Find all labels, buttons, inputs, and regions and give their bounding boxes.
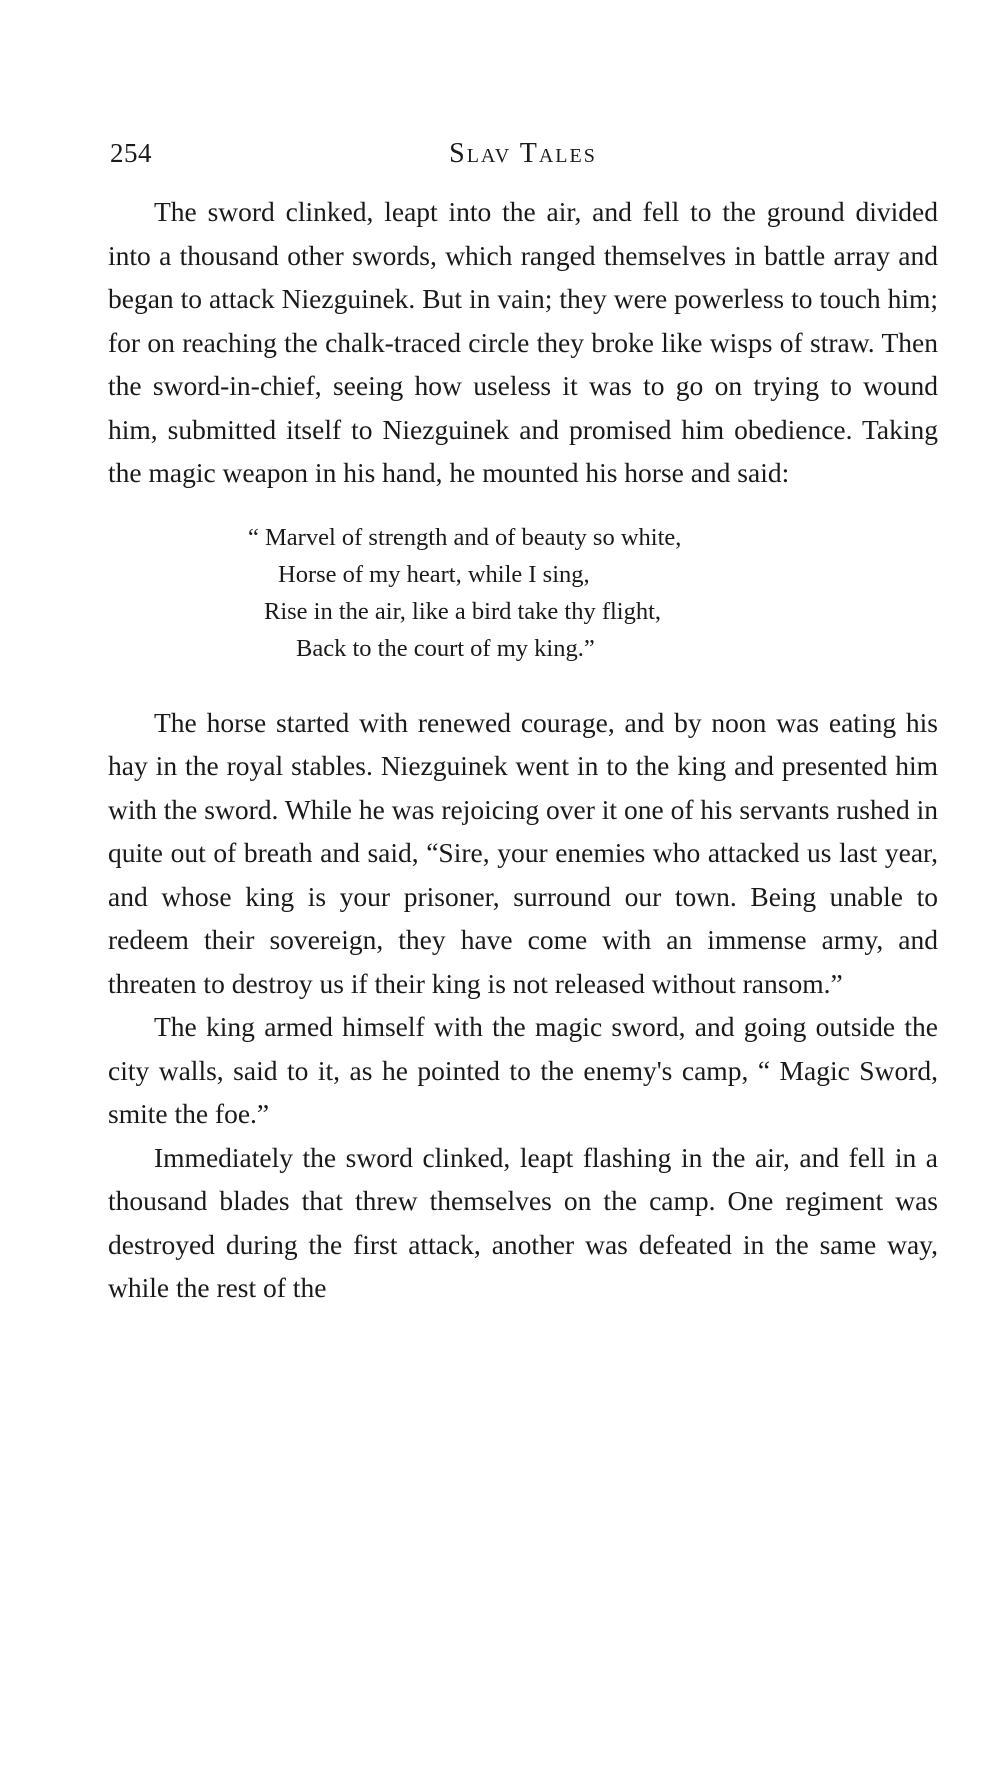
page-number: 254 xyxy=(110,138,152,168)
paragraph-2: The horse started with renewed courage, and by noon was eating his hay in the royal stables. Niezguinek went in to the king and presented him with the sword. While he was rejoicing over it one of his servants rushed in quite out of breath and said, “Sire, your enemies who attacked us last year, and whose king is your prisoner, surround our town. Being unable to redeem their sovereign, they have come with an immense army, and threaten to destroy us if their king is not released without ransom.” xyxy=(108,706,938,999)
body-text xyxy=(108,190,938,1310)
page-header xyxy=(108,138,938,178)
verse-block xyxy=(108,519,938,667)
running-title: Slav Tales xyxy=(449,138,597,169)
verse-line-1: “ Marvel of strength and of beauty so white, xyxy=(248,523,682,551)
paragraph-4: Immediately the sword clinked, leapt flashing in the air, and fell in a thousand blades that threw themselves on the camp. One regiment was destroyed during the first attack, another was defeated in the same way, while the rest of the xyxy=(108,1141,938,1303)
verse-line-3: Rise in the air, like a bird take thy flight, xyxy=(264,597,662,625)
verse-line-4: Back to the court of my king.” xyxy=(296,634,595,662)
paragraph-1: The sword clinked, leapt into the air, and fell to the ground divided into a thousand other swords, which ranged themselves in battle array and began to attack Niezguinek. But in vain; they were powerless to touch him; for on reaching the chalk-traced circle they broke like wisps of straw. Then the sword-in-chief, seeing how useless it was to go on trying to wound him, submitted itself to Niezguinek and promised him obedience. Taking the magic weapon in his hand, he mounted his horse and said: xyxy=(108,196,938,488)
verse-line-2: Horse of my heart, while I sing, xyxy=(278,560,590,588)
paragraph-3: The king armed himself with the magic sword, and going outside the city walls, said to it, as he pointed to the enemy's camp, “ Magic Sword, smite the foe.” xyxy=(108,1011,938,1129)
